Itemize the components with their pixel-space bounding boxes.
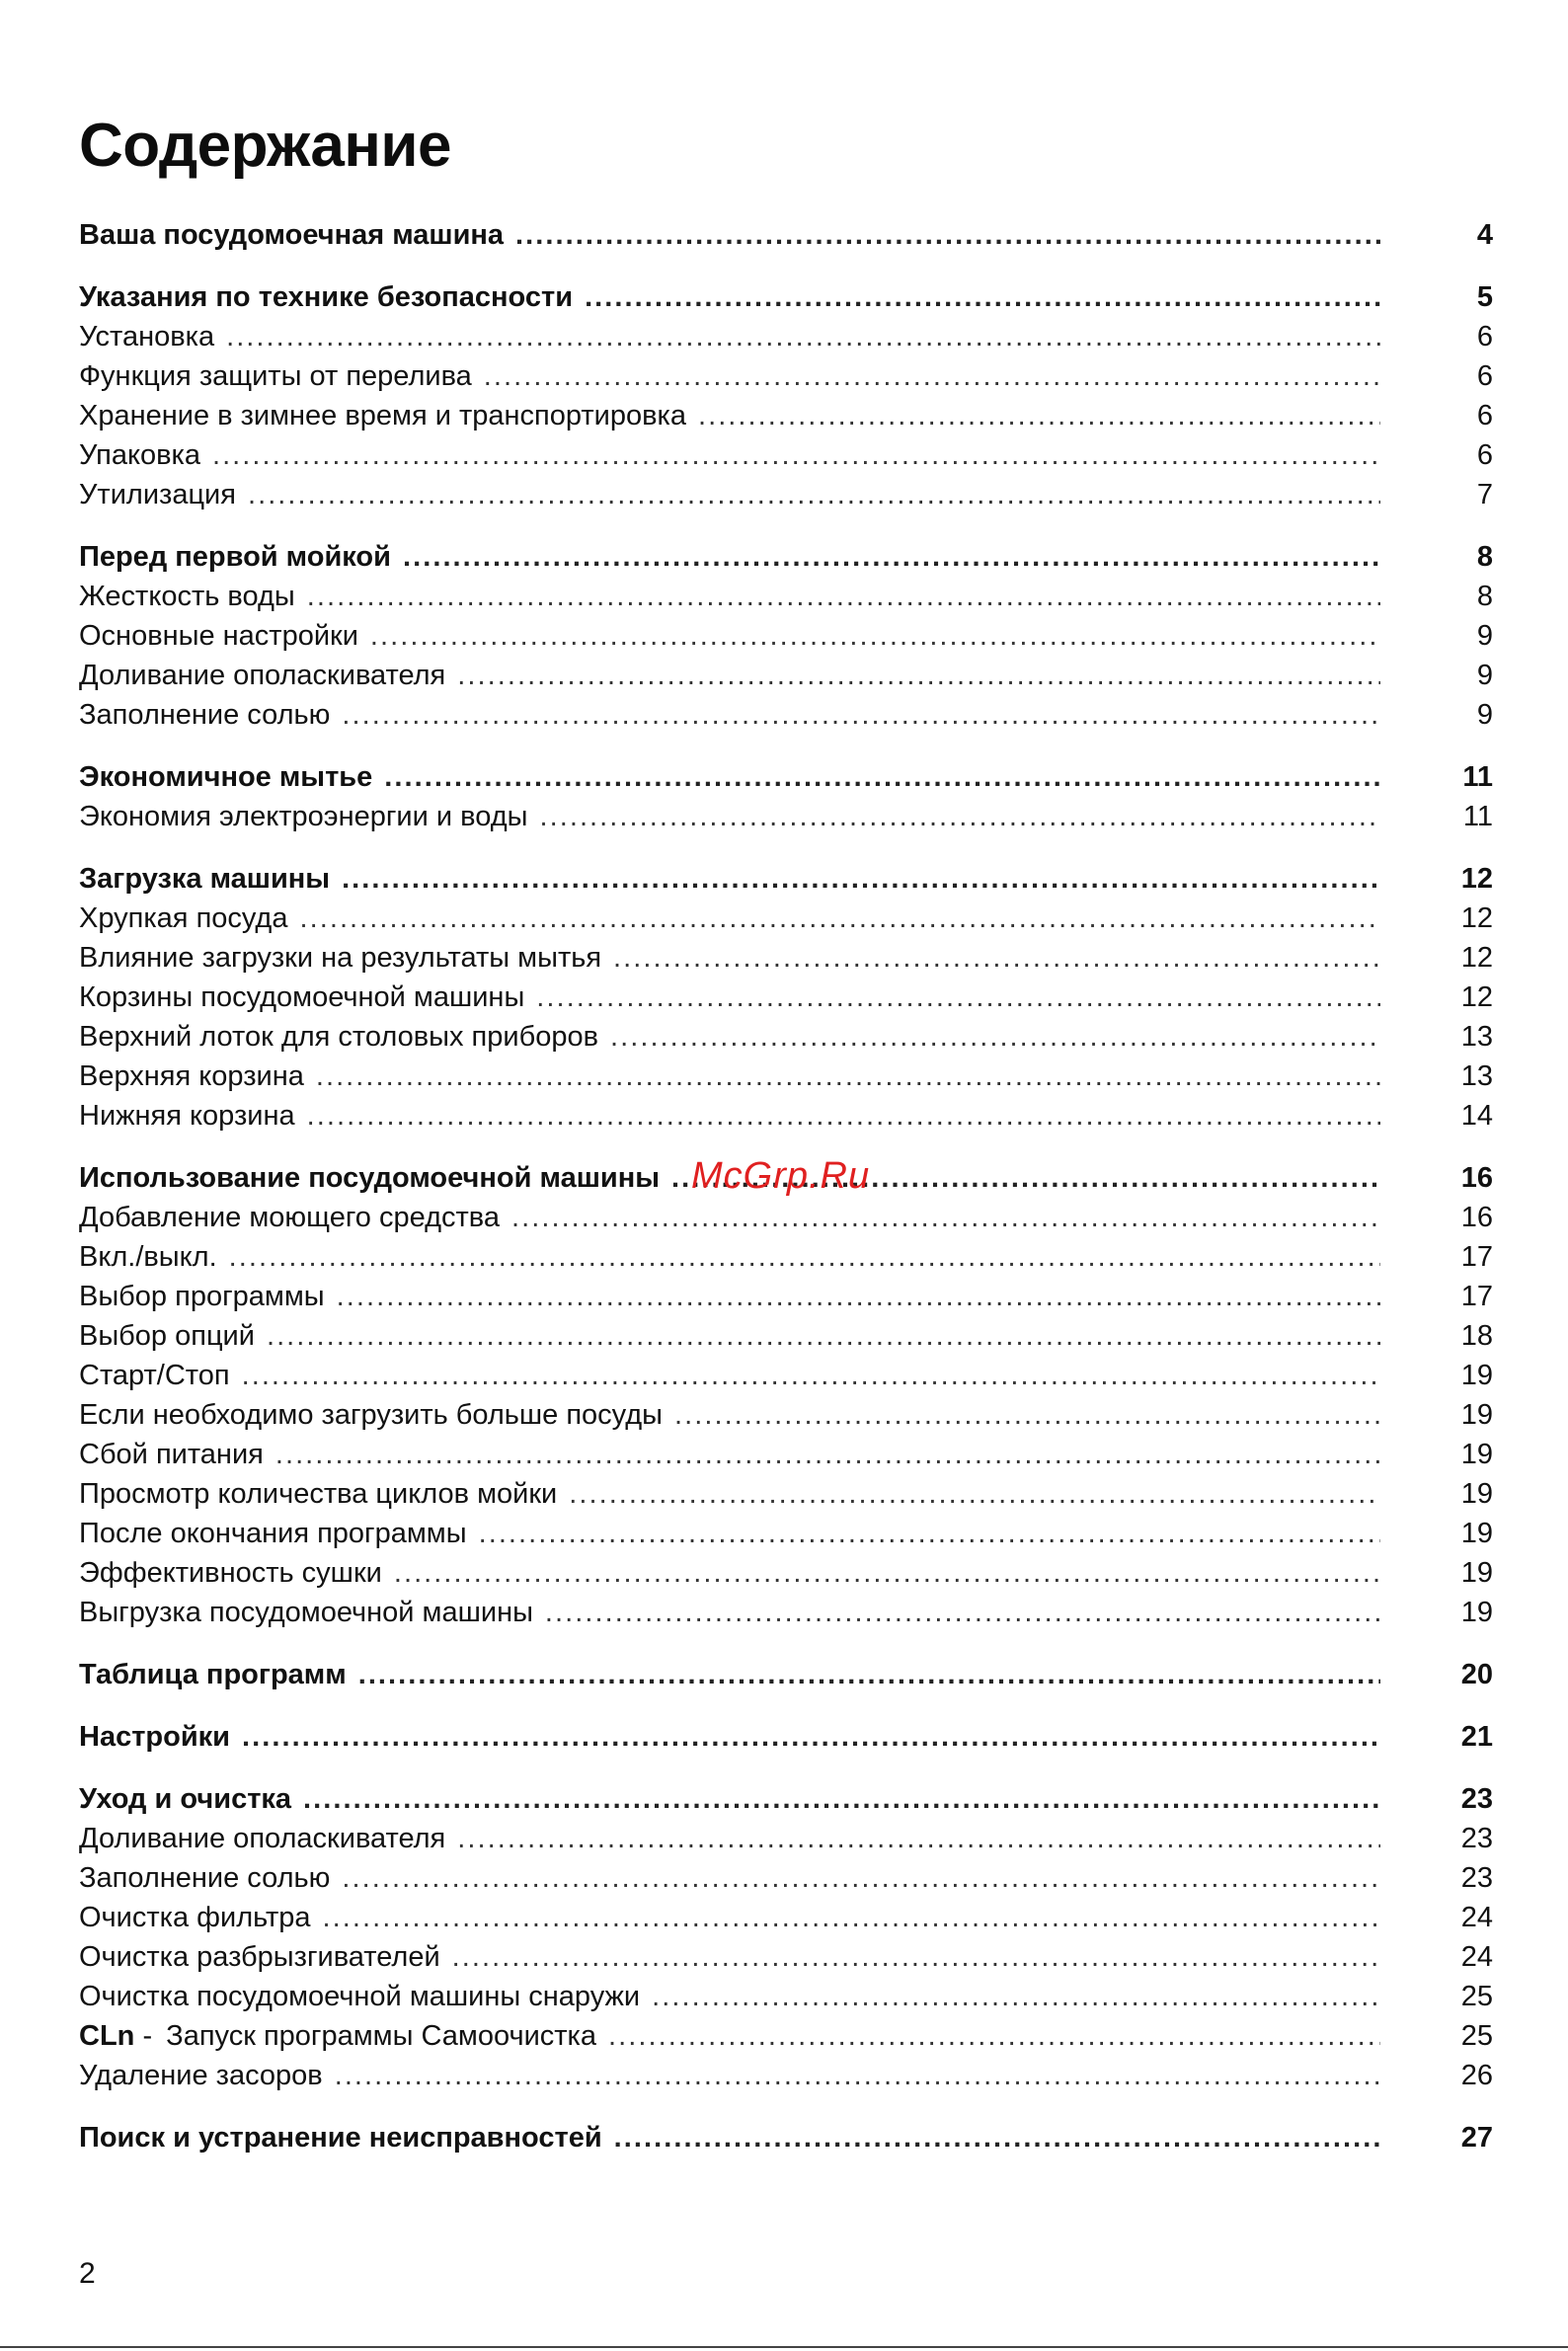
toc-section <box>79 215 1493 255</box>
toc-entry-page-number: 23 <box>1460 1823 1493 1854</box>
dot-leader <box>698 396 1380 435</box>
dot-leader <box>212 435 1380 475</box>
toc-heading-page-number: 11 <box>1462 761 1493 793</box>
toc-entry-page-number: 19 <box>1460 1360 1493 1391</box>
toc-entry[interactable] <box>79 1474 1493 1514</box>
toc-entry-separator: - <box>142 2020 153 2052</box>
toc-entry-page-number: 6 <box>1476 400 1493 431</box>
toc-heading-page-number: 5 <box>1476 281 1493 313</box>
toc-entry-title: Запуск программы Самоочистка <box>166 2020 597 2052</box>
bottom-rule <box>0 2346 1568 2348</box>
toc-entry[interactable] <box>79 1819 1493 1858</box>
toc-entry-title: Очистка фильтра <box>79 1902 311 1933</box>
toc-entry-page-number: 18 <box>1460 1320 1493 1352</box>
toc-heading-title: Указания по технике безопасности <box>79 281 574 313</box>
toc-entry-page-number: 24 <box>1460 1941 1493 1973</box>
dot-leader <box>299 899 1380 938</box>
toc-entry-title: Если необходимо загрузить больше посуды <box>79 1399 663 1431</box>
toc-section <box>79 1158 1493 1632</box>
dot-leader <box>384 757 1380 797</box>
toc-heading[interactable] <box>79 2118 1493 2157</box>
toc-heading-page-number: 21 <box>1460 1721 1493 1753</box>
dot-leader <box>307 577 1380 616</box>
toc-entry[interactable] <box>79 899 1493 938</box>
toc-entry[interactable] <box>79 396 1493 435</box>
toc-entry-page-number: 13 <box>1460 1021 1493 1053</box>
toc-entry-title: Удаление засоров <box>79 2060 323 2091</box>
dot-leader <box>342 859 1380 899</box>
toc-heading-page-number: 23 <box>1460 1783 1493 1815</box>
dot-leader <box>403 537 1380 577</box>
toc-entry[interactable] <box>79 1593 1493 1632</box>
toc-heading[interactable] <box>79 1779 1493 1819</box>
toc-heading-page-number: 27 <box>1460 2122 1493 2154</box>
toc-entry-page-number: 17 <box>1460 1281 1493 1312</box>
toc-entry-page-number: 9 <box>1476 660 1493 691</box>
toc-entry-page-number: 6 <box>1476 360 1493 392</box>
toc-entry-title: Утилизация <box>79 479 236 510</box>
toc-entry-page-number: 19 <box>1460 1478 1493 1510</box>
toc-entry-code: CLn <box>79 2020 135 2052</box>
toc-entry[interactable] <box>79 1237 1493 1277</box>
toc-entry-title: Доливание ополаскивателя <box>79 660 446 691</box>
toc-heading[interactable] <box>79 1655 1493 1694</box>
toc-entry-page-number: 12 <box>1460 902 1493 934</box>
toc-entry-page-number: 19 <box>1460 1439 1493 1470</box>
toc-entry-page-number: 9 <box>1476 620 1493 652</box>
dot-leader <box>545 1593 1380 1632</box>
dot-leader <box>342 1858 1380 1898</box>
toc-heading-title: Ваша посудомоечная машина <box>79 219 505 251</box>
toc-entry[interactable] <box>79 1017 1493 1057</box>
dot-leader <box>457 1819 1380 1858</box>
toc-entry[interactable] <box>79 1514 1493 1553</box>
toc-entry[interactable] <box>79 1316 1493 1356</box>
toc-entry-page-number: 6 <box>1476 439 1493 471</box>
toc-heading-title: Экономичное мытье <box>79 761 373 793</box>
toc-entry-title: Очистка посудомоечной машины снаружи <box>79 1981 641 2012</box>
toc-entry-title: Установка <box>79 321 215 353</box>
toc-entry-title: Верхний лоток для столовых приборов <box>79 1021 598 1053</box>
dot-leader <box>608 2016 1380 2056</box>
toc-entry-title: Жесткость воды <box>79 581 295 612</box>
toc-entry-page-number: 19 <box>1460 1557 1493 1589</box>
toc-entry[interactable] <box>79 577 1493 616</box>
toc-heading-title: Уход и очистка <box>79 1783 292 1815</box>
toc-heading-title: Использование посудомоечной машины <box>79 1162 660 1194</box>
toc-entry-page-number: 12 <box>1460 981 1493 1013</box>
toc-entry-title: Сбой питания <box>79 1439 264 1470</box>
dot-leader <box>484 356 1380 396</box>
toc-entry[interactable] <box>79 1057 1493 1096</box>
table-of-contents <box>79 215 1493 2180</box>
dot-leader <box>323 1898 1380 1937</box>
toc-heading-title: Перед первой мойкой <box>79 541 391 573</box>
toc-entry-title: Выбор программы <box>79 1281 325 1312</box>
toc-entry[interactable] <box>79 1356 1493 1395</box>
dot-leader <box>316 1057 1380 1096</box>
toc-entry-page-number: 11 <box>1462 801 1493 832</box>
toc-entry[interactable] <box>79 1435 1493 1474</box>
toc-entry[interactable] <box>79 435 1493 475</box>
toc-section <box>79 277 1493 514</box>
dot-leader <box>515 215 1380 255</box>
toc-entry-title: Доливание ополаскивателя <box>79 1823 446 1854</box>
toc-entry-page-number: 8 <box>1476 581 1493 612</box>
toc-entry[interactable] <box>79 938 1493 978</box>
toc-entry[interactable] <box>79 356 1493 396</box>
toc-entry-title: Вкл./выкл. <box>79 1241 217 1273</box>
toc-entry-title: Экономия электроэнергии и воды <box>79 801 528 832</box>
dot-leader <box>569 1474 1380 1514</box>
toc-entry-title: Просмотр количества циклов мойки <box>79 1478 558 1510</box>
dot-leader <box>307 1096 1380 1136</box>
dot-leader <box>479 1514 1380 1553</box>
toc-heading-title: Таблица программ <box>79 1659 347 1690</box>
toc-entry[interactable] <box>79 2016 1493 2056</box>
toc-entry[interactable] <box>79 656 1493 695</box>
toc-entry-page-number: 26 <box>1460 2060 1493 2091</box>
toc-entry[interactable] <box>79 475 1493 514</box>
toc-entry[interactable] <box>79 695 1493 735</box>
toc-entry-page-number: 19 <box>1460 1518 1493 1549</box>
toc-entry[interactable] <box>79 797 1493 836</box>
dot-leader <box>539 797 1380 836</box>
toc-section <box>79 757 1493 836</box>
toc-entry[interactable] <box>79 1977 1493 2016</box>
toc-entry-page-number: 25 <box>1460 2020 1493 2052</box>
toc-heading-page-number: 4 <box>1476 219 1493 251</box>
toc-heading[interactable] <box>79 859 1493 899</box>
toc-section <box>79 1779 1493 2095</box>
dot-leader <box>267 1316 1380 1356</box>
toc-entry-title: Эффективность сушки <box>79 1557 382 1589</box>
toc-section <box>79 537 1493 735</box>
toc-entry-title: Корзины посудомоечной машины <box>79 981 525 1013</box>
toc-entry-page-number: 24 <box>1460 1902 1493 1933</box>
toc-entry-title: После окончания программы <box>79 1518 467 1549</box>
toc-entry-title: Упаковка <box>79 439 200 471</box>
toc-entry-title: Заполнение солью <box>79 1862 331 1894</box>
toc-entry-page-number: 16 <box>1460 1202 1493 1233</box>
toc-entry[interactable] <box>79 1858 1493 1898</box>
toc-heading[interactable] <box>79 277 1493 317</box>
toc-entry-title: Хранение в зимнее время и транспортировка <box>79 400 686 431</box>
toc-entry[interactable] <box>79 1277 1493 1316</box>
footer-page-number: 2 <box>79 2257 96 2290</box>
toc-entry-title: Влияние загрузки на результаты мытья <box>79 942 602 974</box>
toc-entry-page-number: 19 <box>1460 1597 1493 1628</box>
toc-entry-title: Выбор опций <box>79 1320 255 1352</box>
toc-entry[interactable] <box>79 1898 1493 1937</box>
toc-entry[interactable] <box>79 1937 1493 1977</box>
toc-entry[interactable] <box>79 2056 1493 2095</box>
dot-leader <box>342 695 1380 735</box>
toc-section <box>79 1655 1493 1694</box>
toc-heading[interactable] <box>79 1717 1493 1757</box>
page-title: Содержание <box>79 112 451 180</box>
dot-leader <box>610 1017 1380 1057</box>
toc-entry-page-number: 13 <box>1460 1060 1493 1092</box>
dot-leader <box>585 277 1380 317</box>
toc-entry-page-number: 7 <box>1476 479 1493 510</box>
dot-leader <box>229 1237 1380 1277</box>
toc-heading[interactable] <box>79 215 1493 255</box>
toc-entry[interactable] <box>79 1096 1493 1136</box>
toc-heading-title: Поиск и устранение неисправностей <box>79 2122 602 2154</box>
dot-leader <box>337 1277 1380 1316</box>
dot-leader <box>275 1435 1380 1474</box>
toc-heading-page-number: 12 <box>1460 863 1493 895</box>
toc-heading-page-number: 16 <box>1460 1162 1493 1194</box>
toc-entry-title: Основные настройки <box>79 620 358 652</box>
toc-heading-page-number: 8 <box>1476 541 1493 573</box>
toc-entry-title: Очистка разбрызгивателей <box>79 1941 440 1973</box>
toc-entry-title: Добавление моющего средства <box>79 1202 500 1233</box>
toc-section <box>79 859 1493 1136</box>
toc-entry-title: Функция защиты от перелива <box>79 360 472 392</box>
toc-entry-title: Старт/Стоп <box>79 1360 230 1391</box>
dot-leader <box>652 1977 1380 2016</box>
toc-entry-page-number: 14 <box>1460 1100 1493 1132</box>
toc-entry[interactable] <box>79 616 1493 656</box>
toc-entry[interactable] <box>79 1395 1493 1435</box>
dot-leader <box>511 1198 1380 1237</box>
toc-entry-page-number: 25 <box>1460 1981 1493 2012</box>
toc-section <box>79 2118 1493 2157</box>
dot-leader <box>248 475 1380 514</box>
toc-heading[interactable] <box>79 537 1493 577</box>
watermark: McGrp.Ru <box>691 1155 871 1197</box>
dot-leader <box>614 2118 1380 2157</box>
toc-entry-page-number: 6 <box>1476 321 1493 353</box>
dot-leader <box>452 1937 1380 1977</box>
dot-leader <box>370 616 1380 656</box>
dot-leader <box>358 1655 1380 1694</box>
dot-leader <box>335 2056 1380 2095</box>
dot-leader <box>226 317 1380 356</box>
dot-leader <box>303 1779 1380 1819</box>
toc-entry[interactable] <box>79 317 1493 356</box>
toc-entry[interactable] <box>79 1553 1493 1593</box>
dot-leader <box>613 938 1380 978</box>
toc-entry-title: Заполнение солью <box>79 699 331 731</box>
dot-leader <box>457 656 1380 695</box>
toc-entry-page-number: 19 <box>1460 1399 1493 1431</box>
dot-leader <box>242 1356 1380 1395</box>
toc-entry-page-number: 9 <box>1476 699 1493 731</box>
toc-entry-page-number: 17 <box>1460 1241 1493 1273</box>
toc-entry[interactable] <box>79 978 1493 1017</box>
toc-entry-title: Верхняя корзина <box>79 1060 304 1092</box>
dot-leader <box>242 1717 1380 1757</box>
toc-entry-title: Выгрузка посудомоечной машины <box>79 1597 533 1628</box>
toc-heading-page-number: 20 <box>1460 1659 1493 1690</box>
toc-entry-page-number: 12 <box>1460 942 1493 974</box>
toc-heading-title: Настройки <box>79 1721 231 1753</box>
toc-entry[interactable] <box>79 1198 1493 1237</box>
toc-heading[interactable] <box>79 757 1493 797</box>
toc-heading-title: Загрузка машины <box>79 863 331 895</box>
dot-leader <box>674 1395 1380 1435</box>
dot-leader <box>394 1553 1380 1593</box>
toc-section <box>79 1717 1493 1757</box>
dot-leader <box>536 978 1380 1017</box>
toc-entry-title: Нижняя корзина <box>79 1100 295 1132</box>
toc-entry-title: Хрупкая посуда <box>79 902 288 934</box>
toc-entry-page-number: 23 <box>1460 1862 1493 1894</box>
